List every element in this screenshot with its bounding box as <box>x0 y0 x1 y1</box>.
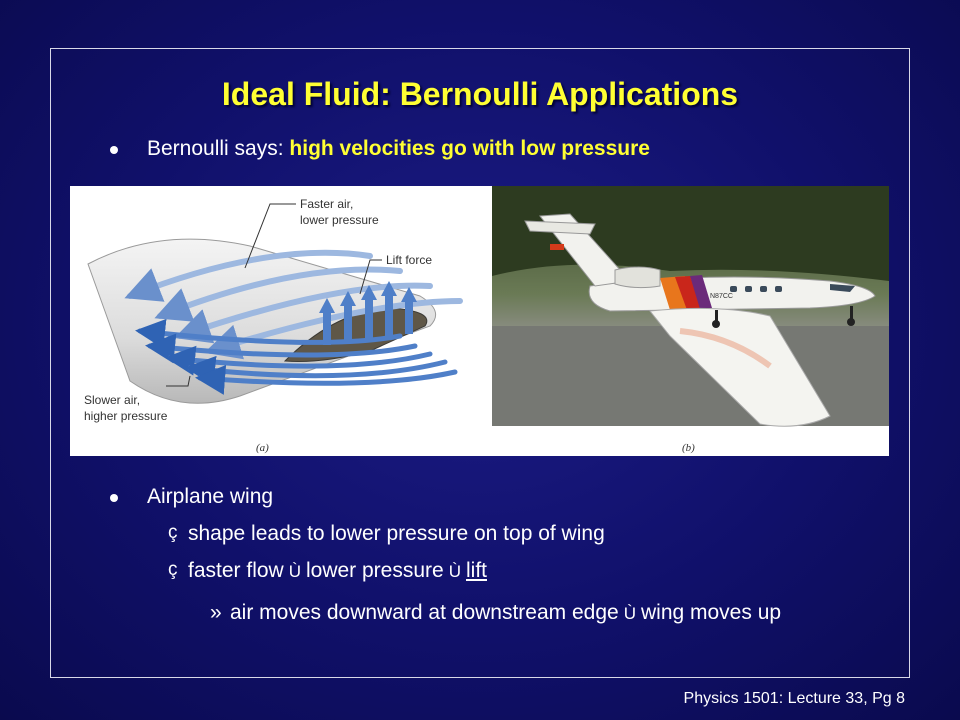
jet-tail-number: N87CC <box>710 293 733 300</box>
figure-label-a: (a) <box>256 442 269 454</box>
implies-icon: Ù <box>288 562 301 581</box>
airplane-photo <box>492 186 889 426</box>
slide-footer: Physics 1501: Lecture 33, Pg 8 <box>683 690 905 707</box>
lift-text: lift <box>466 559 487 582</box>
lower-pressure-text: lower pressure <box>305 559 444 582</box>
faster-flow-text: faster flow <box>188 559 284 582</box>
sub-bullet-shape-text: shape leads to lower pressure on top of wing <box>188 522 605 545</box>
sub-bullet-arrow-icon: ç <box>168 559 178 580</box>
callout-faster-air-2: lower pressure <box>300 213 379 227</box>
bullet-dot-icon <box>110 494 118 502</box>
figure-label-b: (b) <box>682 442 695 454</box>
bullet-airplane-wing-text: Airplane wing <box>147 485 274 508</box>
implies-icon: Ù <box>448 562 461 581</box>
callout-lift-force: Lift force <box>386 253 433 267</box>
sub-bullet-arrow-icon: ç <box>168 522 178 543</box>
bullet-bernoulli-prefix: Bernoulli says: <box>147 137 290 160</box>
wing-moves-up-text: wing moves up <box>640 601 782 624</box>
downwash-text: air moves downward at downstream edge <box>230 601 619 624</box>
callout-slower-air-1: Slower air, <box>84 393 141 407</box>
bullet-bernoulli-emphasis: high velocities go with low pressure <box>289 137 650 160</box>
callout-faster-air-1: Faster air, <box>300 197 354 211</box>
tail-stripe-red <box>550 244 564 250</box>
callout-slower-air-2: higher pressure <box>84 409 168 423</box>
sub-sub-bullet-marker: » <box>210 601 222 624</box>
wing-diagram <box>88 204 460 403</box>
slide-title: Ideal Fluid: Bernoulli Applications <box>221 76 739 112</box>
bullet-dot-icon <box>110 146 118 154</box>
implies-icon: Ù <box>623 604 636 623</box>
jet-engine <box>615 267 660 288</box>
wing-diagram-svg <box>70 186 889 456</box>
wing-figure <box>70 186 889 456</box>
